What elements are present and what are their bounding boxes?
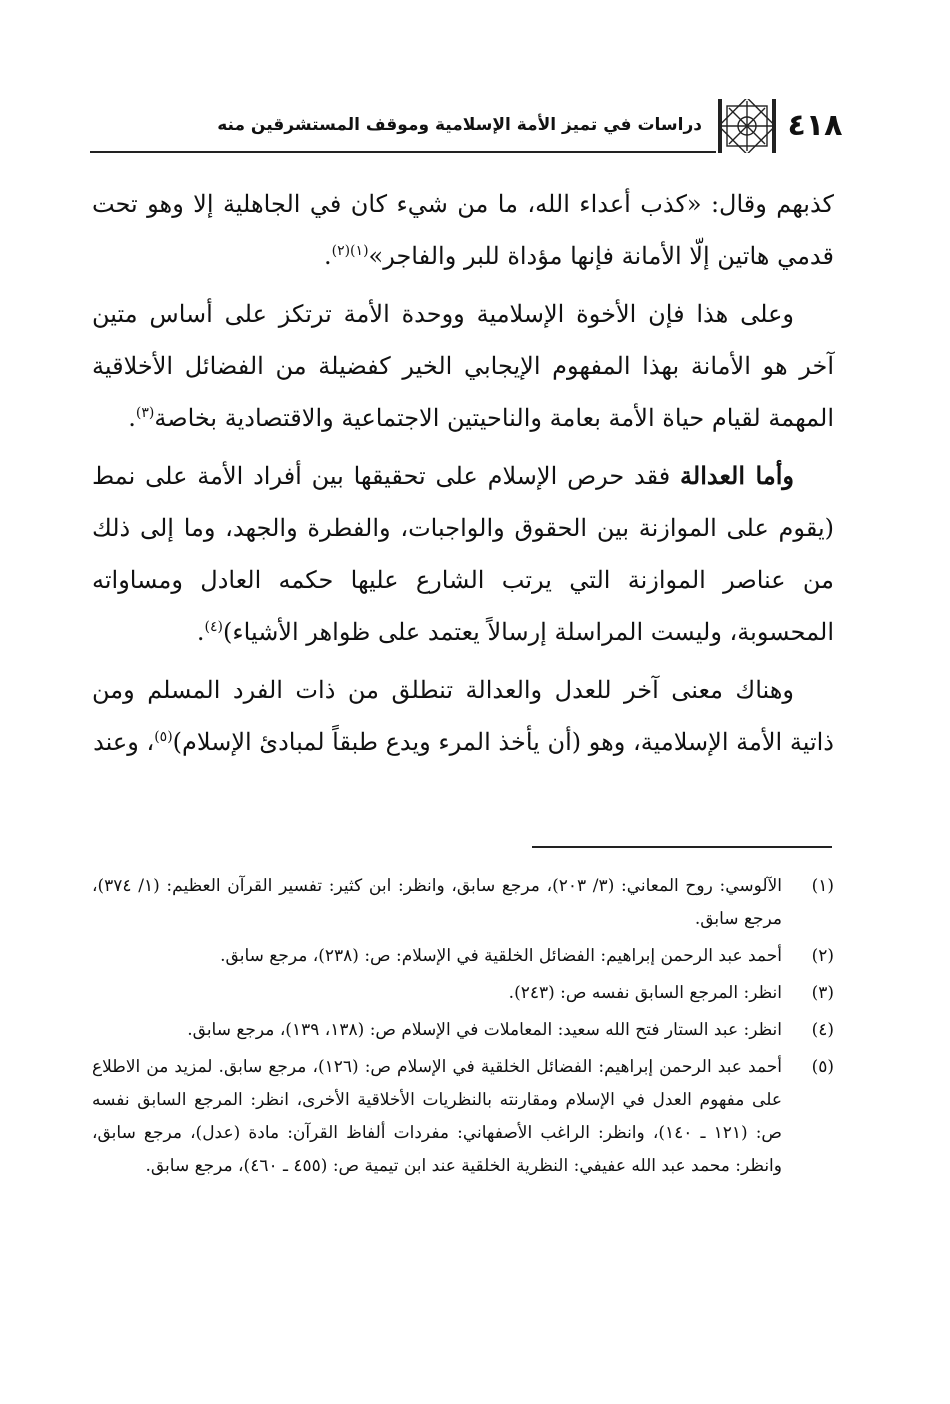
- footnote-ref: (١)(٢): [331, 243, 369, 259]
- footnote: [92, 940, 834, 973]
- footnotes: [92, 870, 834, 1187]
- paragraph: [92, 450, 834, 658]
- bold-lead: وأما العدالة: [680, 461, 794, 490]
- paragraph-end: .: [128, 404, 136, 432]
- footnote-number: (٣): [811, 983, 834, 1003]
- footnote-ref: (٤): [204, 619, 223, 635]
- footnote-text: أحمد عبد الرحمن إبراهيم: الفضائل الخلقية في الإسلام: ص: (٢٣٨)، مرجع سابق.: [220, 946, 782, 966]
- paragraph-text: كذبهم وقال: «كذب أعداء الله، ما من شيء كان في الجاهلية إلا وهو تحت قدمي هاتين إلّا الأمانة فإنها مؤداة للبر والفاجر»: [92, 190, 834, 270]
- paragraph-end: ، وعند: [93, 728, 155, 756]
- footnote: [92, 977, 834, 1010]
- footnote: [92, 1051, 834, 1183]
- footnote: [92, 1014, 834, 1047]
- footnote-separator: [532, 846, 832, 848]
- footnote-ref: (٥): [154, 729, 173, 745]
- footnote-number: (٢): [811, 946, 834, 966]
- footnote-text: أحمد عبد الرحمن إبراهيم: الفضائل الخلقية في الإسلام ص: (١٢٦)، مرجع سابق. لمزيد من الاطلاع على مفهوم العدل في الإسلام ومقارنته بالنظريات الأخلاقية الأخرى، انظر: المرجع السابق نفسه ص: (١٢١ ـ ١٤٠)، وانظر: الراغب الأصفهاني: مفردات ألفاظ القرآن: مادة (عدل)، مرجع سابق، وانظر: محمد عبد الله عفيفي: النظرية الخلقية عند ابن تيمية ص: (٤٥٥ ـ ٤٦٠)، مرجع سابق.: [92, 1057, 782, 1176]
- paragraph-text: وهناك معنى آخر للعدل والعدالة تنطلق من ذات الفرد المسلم ومن ذاتية الأمة الإسلامية، وهو (أن يأخذ المرء ويدع طبقاً لمبادئ الإسلام): [92, 676, 834, 756]
- footnote-number: (١): [811, 876, 834, 896]
- ornament-icon: [718, 99, 776, 153]
- footnote-number: (٥): [811, 1057, 834, 1077]
- running-title: دراسات في تميز الأمة الإسلامية وموقف المستشرقين منه: [217, 115, 702, 135]
- paragraph: [92, 288, 834, 444]
- footnote-ref: (٣): [135, 405, 155, 421]
- footnote-number: (٤): [811, 1020, 834, 1040]
- footnote-text: الآلوسي: روح المعاني: (٣/ ٢٠٣)، مرجع سابق، وانظر: ابن كثير: تفسير القرآن العظيم: (١/ ٣٧٤)، مرجع سابق.: [92, 876, 783, 929]
- main-text: [92, 178, 834, 774]
- paragraph-text: فقد حرص الإسلام على تحقيقها بين أفراد الأمة على نمط (يقوم على الموازنة بين الحقوق والواجبات، والفطرة والجهد، وما إلى ذلك من عناصر الموازنة التي يرتب الشارع عليها حكمه العادل ومساواته المحسوبة، وليست المراسلة إرسالاً يعتمد على ظواهر الأشياء): [92, 462, 835, 646]
- paragraph: [92, 664, 834, 768]
- paragraph-end: .: [196, 618, 205, 646]
- footnote-text: انظر: المرجع السابق نفسه ص: (٢٤٣).: [508, 983, 782, 1003]
- paragraph-end: .: [323, 242, 332, 270]
- header-rule: [90, 151, 716, 153]
- paragraph: [92, 178, 834, 282]
- footnote-text: انظر: عبد الستار فتح الله سعيد: المعاملات في الإسلام ص: (١٣٨، ١٣٩)، مرجع سابق.: [187, 1020, 782, 1040]
- paragraph-text: وعلى هذا فإن الأخوة الإسلامية ووحدة الأمة ترتكز على أساس متين آخر هو الأمانة بهذا المفهوم الإيجابي الخير كفضيلة من الفضائل الأخلاقية المهمة لقيام حياة الأمة بعامة والناحيتين الاجتماعية والاقتصادية بخاصة: [92, 300, 835, 432]
- page-number: ٤١٨: [787, 108, 843, 143]
- page-header: [90, 95, 850, 157]
- footnote: [92, 870, 834, 936]
